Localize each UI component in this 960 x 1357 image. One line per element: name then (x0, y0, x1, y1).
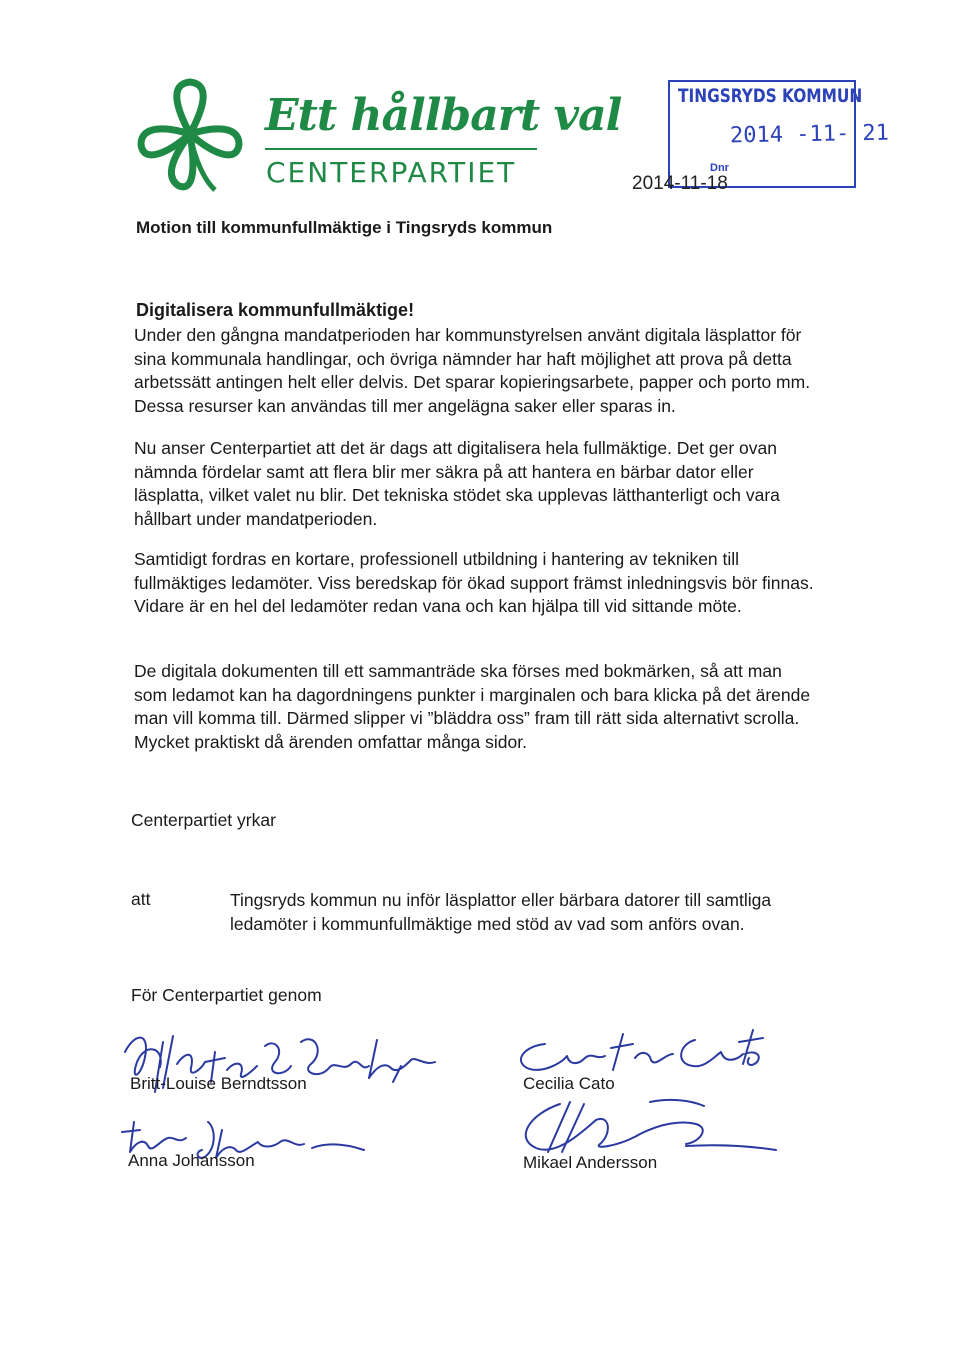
logo-party-name: CENTERPARTIET (266, 156, 517, 189)
stamp-dnr-label: Dnr (710, 162, 729, 174)
motion-heading: Digitalisera kommunfullmäktige! (136, 300, 415, 320)
proposal-label: att (131, 889, 151, 909)
motion-title: Motion till kommunfullmäktige i Tingsryds kommun (136, 218, 553, 237)
proposal-text: Tingsryds kommun nu inför läsplattor eller bärbara datorer till samtliga ledamöter i kommunfullmäktige med stöd av vad som anförs ovan. (230, 890, 772, 934)
stamp-received-date: 2014 -11- 21 (729, 120, 890, 149)
signatory-name: Britt-Louise Berndtsson (130, 1074, 307, 1093)
clover-logo-icon (135, 76, 245, 194)
signatory-name: Anna Johansson (128, 1151, 255, 1170)
paragraph: Samtidigt fordras en kortare, professionell utbildning i hantering av tekniken till fullmäktiges ledamöter. Viss beredskap för ökad support främst inledningsvis bör finnas. Vidare är en hel del ledamöter redan vana och kan hjälpa till vid sittande möte. (134, 549, 814, 617)
signatory-name: Mikael Andersson (523, 1153, 658, 1172)
paragraph: Under den gångna mandatperioden har kommunstyrelsen använt digitala läsplattor för sina kommunala handlingar, och övriga nämnder har haft möjlighet att prova på detta arbetssätt antingen helt eller delvis. Det sparar kopieringsarbete, papper och porto mm. Dessa resurser kan användas till mer angelägna saker eller sparas in. (134, 325, 811, 416)
signatory-name: Cecilia Cato (523, 1074, 615, 1093)
logo-divider (265, 148, 537, 150)
proposal-intro: Centerpartiet yrkar (131, 810, 276, 830)
stamp-organization: TINGSRYDS KOMMUN (678, 85, 863, 107)
logo-slogan: Ett hållbart val (265, 90, 622, 141)
signed-by-label: För Centerpartiet genom (131, 985, 322, 1005)
received-stamp (668, 80, 890, 188)
document-date: 2014-11-18 (632, 173, 728, 194)
paragraph: De digitala dokumenten till ett sammanträde ska förses med bokmärken, så att man som ledamot kan ha dagordningens punkter i marginalen och bara klicka på det ärende man vill komma till. Därmed slipper vi ”bläddra oss” fram till rätt sida alternativt scrolla. Mycket praktiskt då ärenden omfattar många sidor. (134, 661, 811, 752)
paragraph: Nu anser Centerpartiet att det är dags att digitalisera hela fullmäktige. Det ger ovan nämnda fördelar samt att flera blir mer säkra på att hantera en bärbar dator eller läsplatta, vilket valet nu blir. Det tekniska stödet ska upplevas lätthanterligt och vara hållbart under mandatperioden. (134, 438, 780, 529)
